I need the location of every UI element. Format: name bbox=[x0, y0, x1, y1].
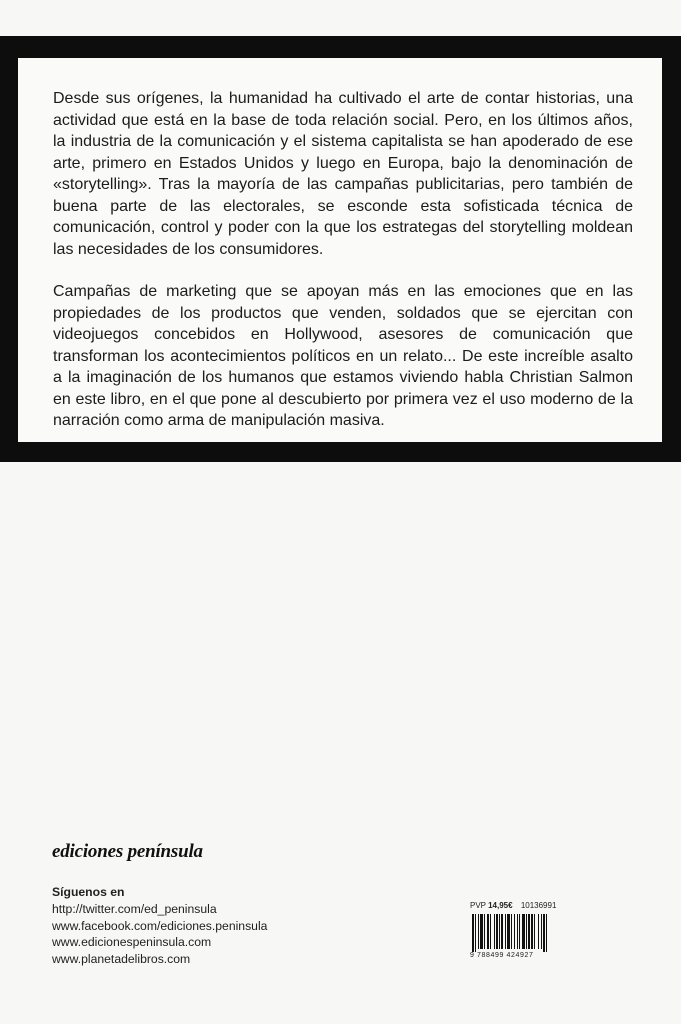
blurb-frame bbox=[0, 36, 681, 462]
barcode-bar bbox=[534, 914, 535, 949]
price-line bbox=[470, 900, 572, 911]
barcode-bar bbox=[519, 914, 520, 949]
barcode-bar bbox=[494, 914, 495, 949]
blurb-panel bbox=[18, 58, 662, 442]
barcode-bar bbox=[480, 914, 483, 949]
product-code: 10136991 bbox=[520, 901, 557, 910]
barcode-bar bbox=[546, 914, 547, 952]
barcode-bar bbox=[505, 914, 506, 949]
follow-link-website[interactable]: www.edicionespeninsula.com bbox=[52, 935, 212, 950]
barcode-bar bbox=[538, 914, 539, 949]
barcode-bar bbox=[522, 914, 525, 949]
pvp-label: PVP bbox=[470, 901, 486, 910]
barcode-bar bbox=[517, 914, 518, 949]
barcode-bar bbox=[478, 914, 479, 949]
follow-section bbox=[52, 884, 267, 968]
follow-link-twitter[interactable]: http://twitter.com/ed_peninsula bbox=[52, 901, 217, 916]
barcode-bar bbox=[484, 914, 485, 949]
barcode-bar bbox=[526, 914, 527, 949]
barcode-bar bbox=[543, 914, 545, 952]
barcode-bar bbox=[511, 914, 512, 949]
barcode-bar bbox=[541, 914, 542, 949]
follow-link-planeta[interactable]: www.planetadelibros.com bbox=[52, 952, 191, 967]
follow-title: Síguenos en bbox=[52, 885, 125, 899]
barcode-block bbox=[470, 900, 572, 962]
barcode-bar bbox=[496, 914, 498, 949]
blurb-paragraph-1: Desde sus orígenes, la humanidad ha cultivado el arte de contar historias, una actividad que está en la base de toda relación social. Pero, en los últimos años, la industria de la comunicación y el sistema capitalista se han apoderado de ese arte, primero en Estados Unidos y luego en Europa, bajo la denominación de «storytelling». Tras la mayoría de las campañas publicitarias, pero también de buena parte de las electorales, se esconde esta sofisticada técnica de comunicación, control y poder con la que los estrategas del storytelling moldean las necesidades de los consumidores. bbox=[53, 90, 633, 258]
barcode-bar bbox=[487, 914, 489, 949]
barcode-bar bbox=[531, 914, 533, 949]
follow-link-facebook[interactable]: www.facebook.com/ediciones.peninsula bbox=[52, 918, 268, 933]
price-value: 14,95€ bbox=[488, 901, 513, 910]
barcode-bar bbox=[499, 914, 500, 949]
blurb-paragraph-2: Campañas de marketing que se apoyan más en las emociones que en las propiedades de los productos que venden, soldados que se ejercitan con videojuegos concebidos en Hollywood, asesores de comunicación que transforman los acontecimientos políticos en un relato... De este increíble asalto a la imaginación de los humanos que estamos viviendo habla Christian Salmon en este libro, en el que pone al descubierto por primera vez el uso moderno de la narración como arma de manipulación masiva. bbox=[53, 283, 633, 429]
barcode-bar bbox=[472, 914, 474, 952]
publisher-logo: ediciones península bbox=[52, 841, 203, 862]
barcode-bar bbox=[528, 914, 530, 949]
barcode-bar bbox=[501, 914, 503, 949]
barcode-bar bbox=[507, 914, 510, 949]
blurb-text bbox=[53, 88, 633, 453]
barcode-bar bbox=[514, 914, 515, 949]
isbn-digits: 9 788499 424927 bbox=[470, 952, 534, 959]
barcode-bar bbox=[490, 914, 491, 949]
barcode-bar bbox=[475, 914, 476, 952]
barcode-image bbox=[470, 914, 568, 952]
